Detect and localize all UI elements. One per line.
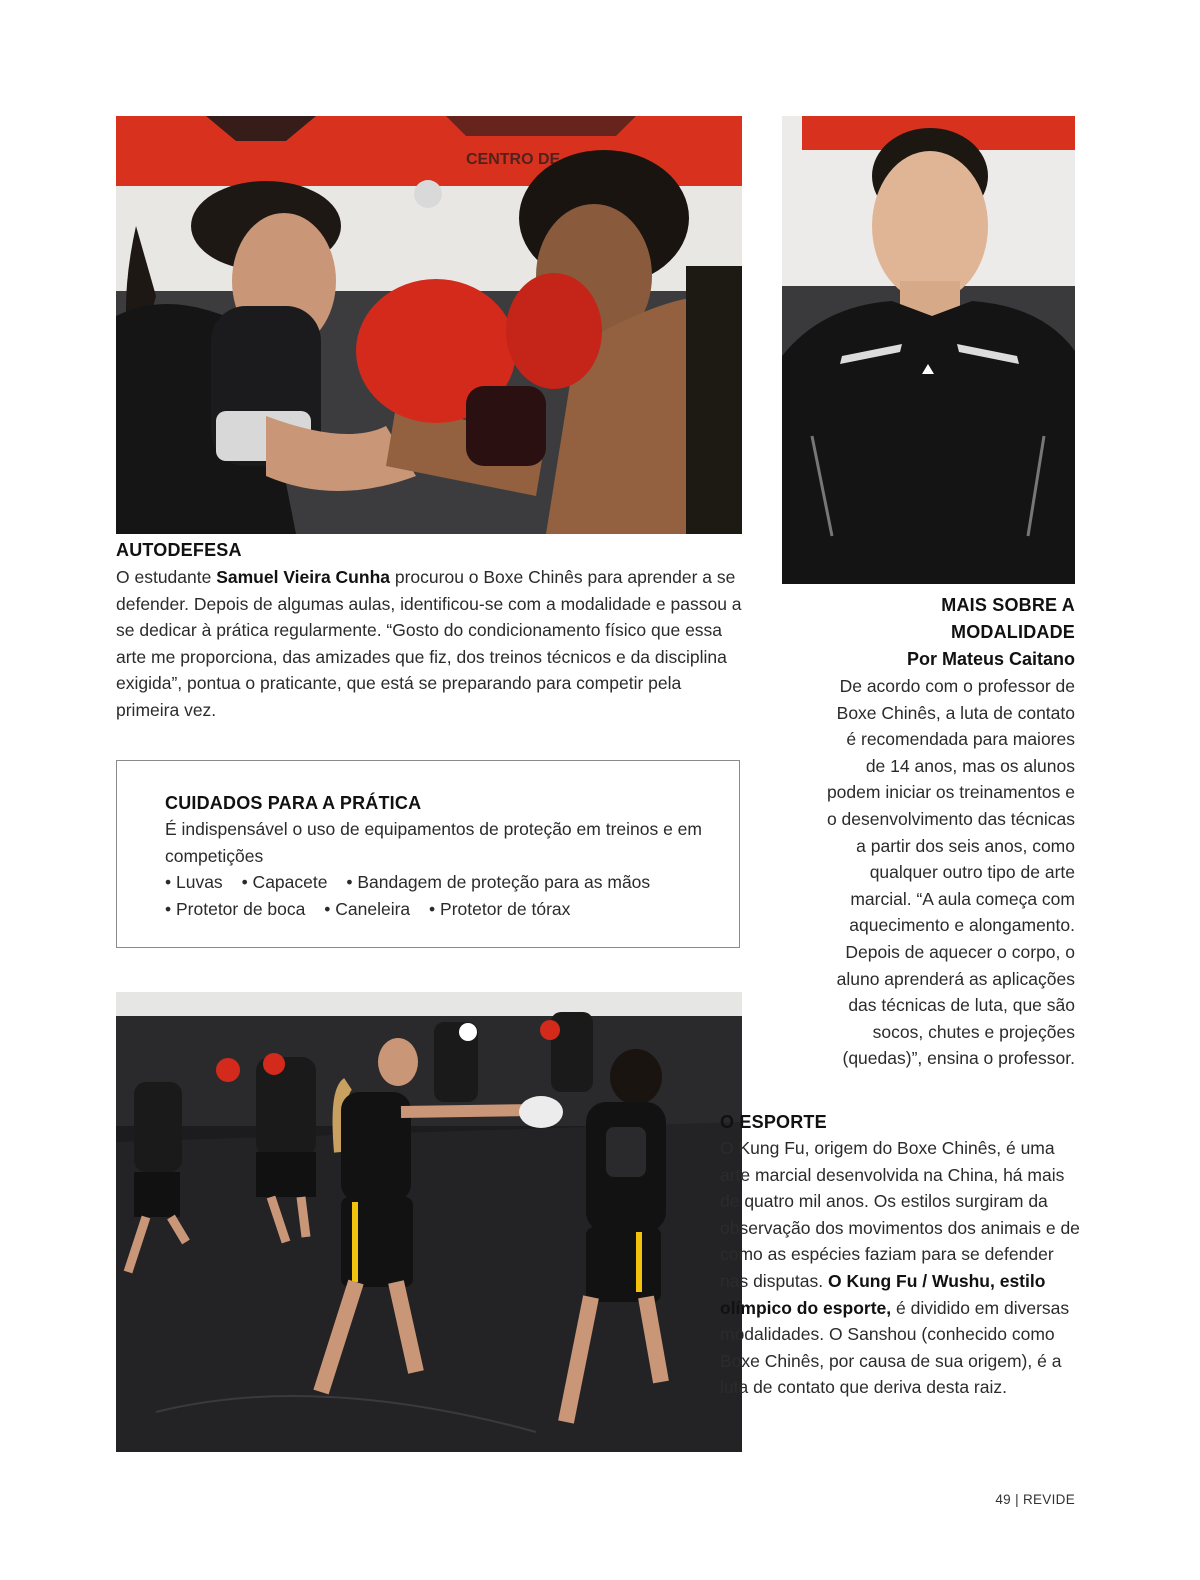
equipment-item: • Protetor de boca xyxy=(165,899,306,920)
text-line: o desenvolvimento das técnicas xyxy=(826,808,1075,829)
cuidados-box xyxy=(116,760,740,948)
text-line: aquecimento e alongamento. xyxy=(849,915,1075,936)
autodefesa-heading: AUTODEFESA xyxy=(116,540,242,560)
esporte-heading: O ESPORTE xyxy=(720,1112,827,1132)
text-line: (quedas)”, ensina o professor. xyxy=(842,1048,1075,1069)
mais-sobre-section xyxy=(780,592,1075,1072)
esporte-highlight: O Kung Fu / Wushu, estilo olímpico do esporte, xyxy=(720,1270,1046,1318)
cuidados-heading: CUIDADOS PARA A PRÁTICA xyxy=(165,793,422,813)
mais-sobre-heading-line-2: MODALIDADE xyxy=(951,622,1075,642)
esporte-section xyxy=(720,1112,1080,1401)
author-byline: Por Mateus Caitano xyxy=(906,649,1075,669)
photo-instructor-portrait xyxy=(782,116,1075,584)
equipment-list-row-2 xyxy=(165,896,725,923)
equipment-list-row-1 xyxy=(165,869,725,896)
text-line: é recomendada para maiores xyxy=(846,729,1075,750)
page-footer xyxy=(995,1492,1075,1507)
text-line: podem iniciar os treinamentos e xyxy=(826,782,1075,803)
autodefesa-section xyxy=(116,540,742,724)
page-number: 49 xyxy=(995,1492,1011,1507)
text-line: Depois de aquecer o corpo, o xyxy=(845,941,1075,962)
text-line: de 14 anos, mas os alunos xyxy=(865,755,1075,776)
text-line: marcial. “A aula começa com xyxy=(850,888,1075,909)
esporte-text: O Kung Fu, origem do Boxe Chinês, é uma arte marcial desenvolvida na China, há mais de quatro mil anos. Os estilos surgiram da observação dos movimentos dos animais e de como as espécies faziam para se defender nas disputas. O Kung Fu / Wushu, estilo olímpico do esporte, é dividido em diversas modalidades. O Sanshou (conhecido como Boxe Chinês, por causa de sua origem), é a luta de contato que deriva desta raiz. xyxy=(720,1138,1080,1398)
text-line: qualquer outro tipo de arte xyxy=(869,862,1075,883)
text-line: das técnicas de luta, que são xyxy=(848,995,1075,1016)
equipment-item: • Luvas xyxy=(165,872,223,893)
student-name: Samuel Vieira Cunha xyxy=(216,567,390,587)
photo-group-training xyxy=(116,992,742,1452)
text-line: socos, chutes e projeções xyxy=(872,1021,1075,1042)
photo-sparring-faceoff xyxy=(116,116,742,534)
footer-separator: | xyxy=(1015,1492,1019,1507)
magazine-name: REVIDE xyxy=(1022,1492,1075,1507)
text-line: De acordo com o professor de xyxy=(839,676,1075,696)
mais-sobre-text xyxy=(780,673,1075,1072)
autodefesa-text: O estudante Samuel Vieira Cunha procurou o Boxe Chinês para aprender a se defender. Depois de algumas aulas, identificou-se com a modalidade e passou a se dedicar à prática regularmente. “Gosto do condicionamento físico que essa arte me proporciona, das amizades que fiz, dos treinos técnicos e da disciplina exigida”, pontua o praticante, que está se preparando para competir pela primeira vez. xyxy=(116,567,742,720)
mais-sobre-heading-line-1: MAIS SOBRE A xyxy=(941,595,1075,615)
equipment-item: • Bandagem de proteção para as mãos xyxy=(346,872,651,893)
equipment-item: • Capacete xyxy=(241,872,328,893)
equipment-item: • Caneleira xyxy=(324,899,411,920)
text-line: a partir dos seis anos, como xyxy=(856,835,1075,856)
cuidados-text: É indispensável o uso de equipamentos de proteção em treinos e em competições xyxy=(165,819,702,866)
text-line: aluno aprenderá as aplicações xyxy=(836,968,1075,989)
text-line: Boxe Chinês, a luta de contato xyxy=(836,702,1075,723)
equipment-item: • Protetor de tórax xyxy=(429,899,571,920)
photo-sign-text: CENTRO DE xyxy=(466,151,561,168)
